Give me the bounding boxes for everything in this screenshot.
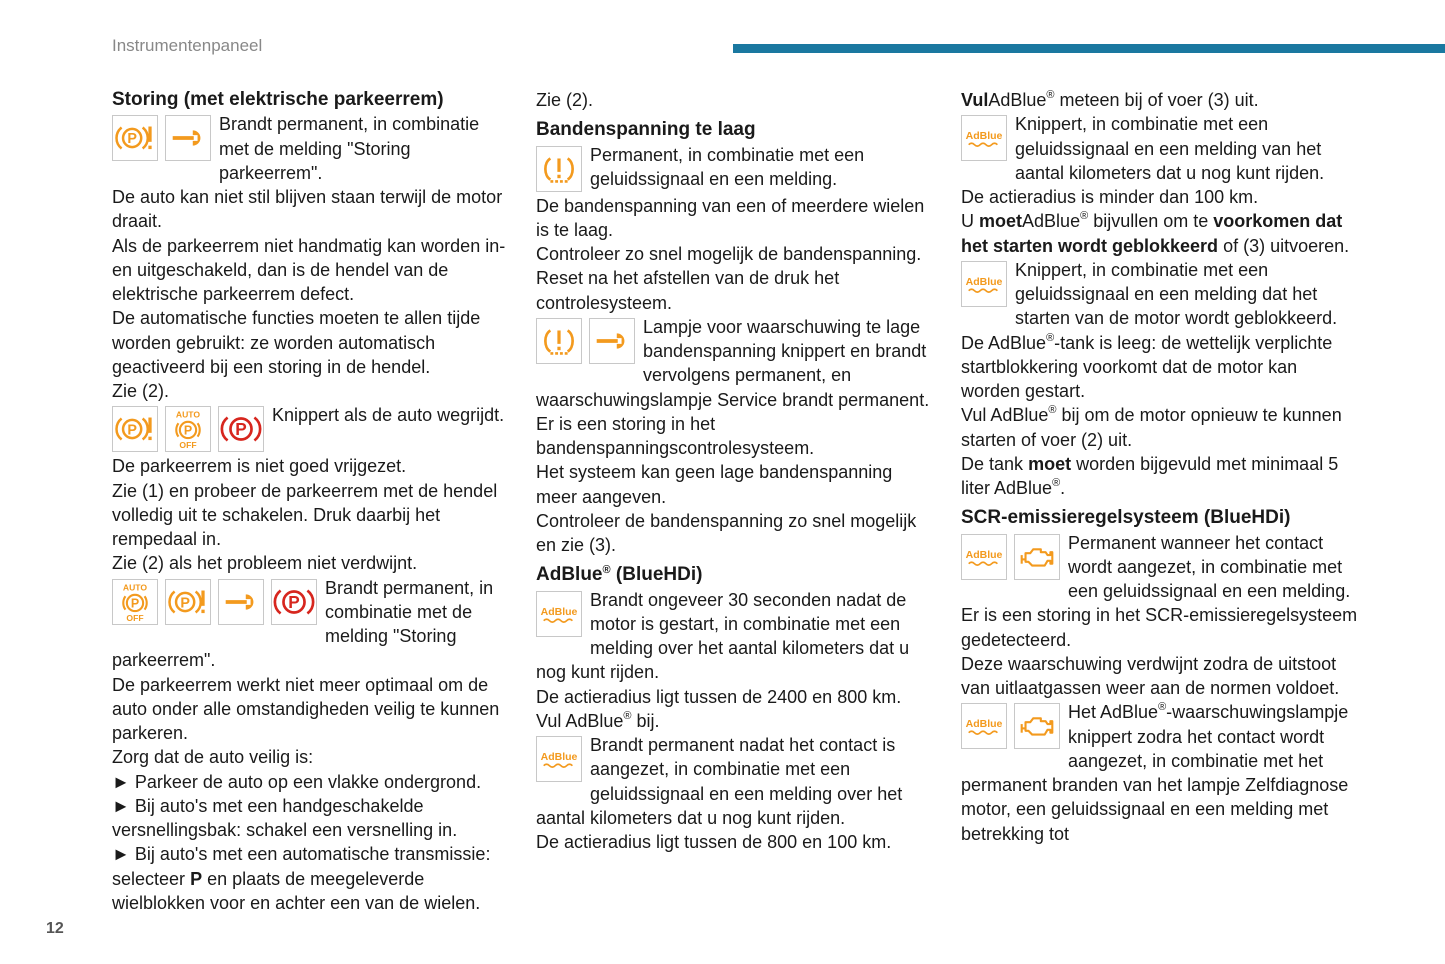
warning-block	[961, 112, 1361, 185]
section-title-scr-emission-control: SCR-emissieregelsysteem (BlueHDi)	[961, 507, 1291, 529]
service-wrench-icon	[165, 115, 211, 161]
off-label: OFF	[126, 612, 144, 623]
section-title-electric-parking-brake-fault: Storing (met elektrische parkeerrem)	[112, 89, 444, 110]
off-label: OFF	[179, 440, 197, 451]
paragraph: Zie (2) als het probleem niet verdwijnt.	[112, 553, 418, 574]
paragraph: Er is een storing in het SCR-emissieregelsysteem gedetecteerd.	[961, 605, 1358, 650]
auto-label: AUTO	[175, 409, 201, 420]
paragraph: Het systeem kan geen lage bandenspanning meer aangeven.	[536, 462, 893, 507]
parking-brake-warning-icon	[112, 115, 158, 161]
warning-block	[536, 588, 936, 685]
paragraph: De bandenspanning van een of meerdere wielen is te laag.	[536, 195, 925, 240]
paragraph: De parkeerrem werkt niet meer optimaal om de auto onder alle omstandigheden veilig te kunnen parkeren.	[112, 674, 500, 743]
header-accent-bar	[733, 44, 1445, 53]
auto-parking-brake-off-icon	[112, 579, 158, 625]
column-1	[112, 88, 512, 915]
parking-brake-red-icon	[271, 579, 317, 625]
tyre-pressure-icon	[536, 318, 582, 364]
auto-parking-brake-off-icon	[165, 406, 211, 452]
service-wrench-icon	[218, 579, 264, 625]
running-header: Instrumentenpaneel	[112, 36, 263, 55]
svg-text:AdBlue: AdBlue	[965, 548, 1003, 561]
warning-description: Brandt ongeveer 30 seconden nadat de motor is gestart, in combinatie met een melding over het aantal kilometers dat u nog kunt rijden.	[536, 589, 910, 683]
warning-block	[536, 733, 936, 830]
p-label: P	[183, 423, 193, 438]
svg-text:AdBlue: AdBlue	[965, 275, 1003, 288]
bullet-arrow-icon: ►	[112, 844, 130, 865]
svg-text:AdBlue: AdBlue	[965, 130, 1003, 143]
paragraph: Zie (2).	[112, 381, 170, 401]
auto-label: AUTO	[122, 582, 148, 593]
page-number: 12	[46, 920, 64, 937]
warning-description: Knippert, in combinatie met een geluidssignaal en een melding dat het starten van de motor wordt geblokkeerd.	[1015, 259, 1338, 329]
paragraph: De auto kan niet stil blijven staan terwijl de motor draait.	[112, 187, 503, 232]
warning-description: Brandt permanent, in combinatie met de melding "Storing parkeerrem".	[112, 577, 494, 671]
svg-text:AdBlue: AdBlue	[540, 750, 578, 763]
paragraph: De AdBlue®-tank is leeg: de wettelijk verplichte startblokkering voorkomt dat de motor kan worden gestart.	[961, 331, 1333, 401]
paragraph: VulAdBlue® meteen bij of voer (3) uit.	[961, 89, 1259, 110]
bullet-arrow-icon: ►	[112, 771, 130, 792]
paragraph: Er is een storing in het bandenspanningscontrolesysteem.	[536, 413, 815, 458]
paragraph: Controleer zo snel mogelijk de bandenspanning.	[536, 244, 922, 264]
paragraph: De actieradius is minder dan 100 km.	[961, 187, 1259, 207]
parking-brake-red-icon	[218, 406, 264, 452]
paragraph: U moetAdBlue® bijvullen om te voorkomen dat het starten wordt geblokkeerd of (3) uitvoeren.	[961, 210, 1350, 256]
svg-text:AdBlue: AdBlue	[965, 718, 1003, 731]
adblue-icon	[536, 736, 582, 782]
adblue-icon	[536, 591, 582, 637]
paragraph: De actieradius ligt tussen de 2400 en 800 km.	[536, 686, 902, 707]
paragraph: De tank moet worden bijgevuld met minimaal 5 liter AdBlue®.	[961, 453, 1339, 498]
adblue-icon	[961, 534, 1007, 580]
warning-block	[961, 700, 1361, 846]
warning-block	[112, 576, 512, 673]
engine-diagnosis-icon	[1014, 534, 1060, 580]
warning-block	[112, 403, 512, 454]
paragraph: Zorg dat de auto veilig is:	[112, 747, 314, 768]
section-title-adblue: AdBlue® (BlueHDi)	[536, 564, 703, 586]
warning-block	[536, 143, 936, 194]
paragraph: De actieradius ligt tussen de 800 en 100 km.	[536, 832, 892, 852]
paragraph: Reset na het afstellen van de druk het controlesysteem.	[536, 268, 840, 313]
column-3	[961, 88, 1361, 846]
list-item: ► Bij auto's met een handgeschakelde versnellingsbak: schakel een versnelling in.	[112, 795, 458, 840]
warning-description: Lampje voor waarschuwing te lage bandenspanning knippert en brandt vervolgens permanent, en waarschuwingslampje Service brandt permanent.	[536, 316, 930, 410]
warning-description: Brandt permanent, in combinatie met de melding "Storing parkeerrem".	[219, 114, 480, 183]
list-item: ► Bij auto's met een automatische transmissie: selecteer P en plaats de meegeleverde wielblokken voor en achter een van de wielen.	[112, 844, 491, 913]
adblue-icon	[961, 261, 1007, 307]
paragraph: De automatische functies moeten te allen tijde worden gebruikt: ze worden automatisch geactiveerd bij een storing in de hendel.	[112, 308, 481, 377]
warning-description: Permanent, in combinatie met een geluidssignaal en een melding.	[590, 144, 865, 189]
warning-description: Permanent wanneer het contact wordt aangezet, in combinatie met een geluidssignaal en een melding.	[1068, 532, 1351, 601]
warning-block	[961, 258, 1361, 331]
adblue-icon	[961, 115, 1007, 161]
list-item: ► Parkeer de auto op een vlakke ondergrond.	[112, 771, 482, 792]
engine-diagnosis-icon	[1014, 703, 1060, 749]
column-2	[536, 88, 936, 854]
parking-brake-warning-icon	[165, 579, 211, 625]
warning-block	[536, 315, 936, 412]
parking-brake-warning-icon	[112, 406, 158, 452]
section-title-low-tyre-pressure: Bandenspanning te laag	[536, 119, 756, 141]
adblue-icon	[961, 703, 1007, 749]
warning-description: Knippert als de auto wegrijdt.	[272, 405, 505, 426]
tyre-pressure-icon	[536, 146, 582, 192]
p-label: P	[130, 596, 140, 611]
paragraph: Vul AdBlue® bij.	[536, 709, 660, 731]
warning-block	[961, 531, 1361, 604]
warning-block	[112, 112, 512, 185]
service-wrench-icon	[589, 318, 635, 364]
warning-description: Het AdBlue®-waarschuwingslampje knippert zodra het contact wordt aangezet, in combinatie met het permanent branden van het lampje Zelfdiagnose motor, een geluidssignaal en een melding met betrekking tot	[961, 701, 1349, 844]
paragraph: Vul AdBlue® bij om de motor opnieuw te kunnen starten of voer (2) uit.	[961, 404, 1342, 450]
svg-text:AdBlue: AdBlue	[540, 605, 578, 618]
paragraph: Zie (2).	[536, 90, 594, 110]
paragraph: Controleer de bandenspanning zo snel mogelijk en zie (3).	[536, 510, 917, 555]
bullet-arrow-icon: ►	[112, 795, 130, 816]
warning-description: Knippert, in combinatie met een geluidssignaal en een melding van het aantal kilometers dat u nog kunt rijden.	[1015, 114, 1325, 183]
paragraph: Als de parkeerrem niet handmatig kan worden in- en uitgeschakeld, dan is de hendel van de elektrische parkeerrem defect.	[112, 235, 506, 304]
paragraph: Zie (1) en probeer de parkeerrem met de hendel volledig uit te schakelen. Druk daarbij het rempedaal in.	[112, 480, 498, 549]
paragraph: Deze waarschuwing verdwijnt zodra de uitstoot van uitlaatgassen weer aan de normen voldoet.	[961, 653, 1340, 698]
warning-description: Brandt permanent nadat het contact is aangezet, in combinatie met een geluidssignaal en een melding over het aantal kilometers dat u nog kunt rijden.	[536, 735, 903, 828]
paragraph: De parkeerrem is niet goed vrijgezet.	[112, 456, 407, 477]
